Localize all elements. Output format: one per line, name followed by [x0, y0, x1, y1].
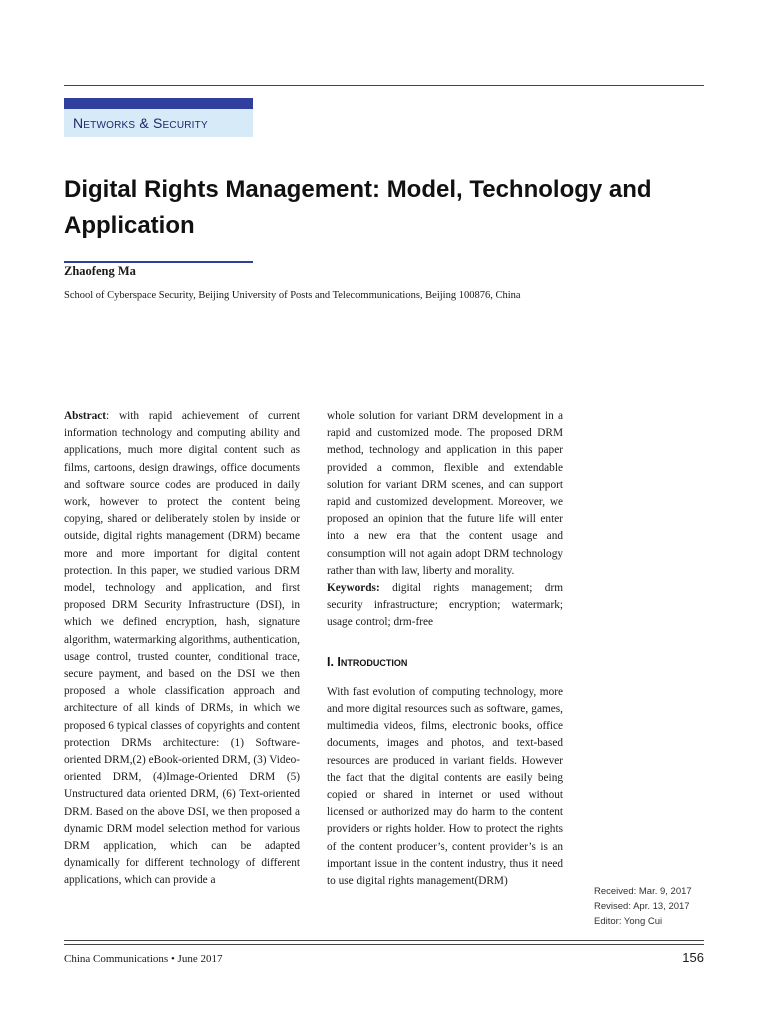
keywords-label: Keywords: — [327, 582, 380, 595]
footer-rule-bottom — [64, 944, 704, 945]
abstract-continued — [327, 408, 563, 580]
author-name: Zhaofeng Ma — [64, 264, 136, 278]
journal-footer: China Communications • June 2017 — [64, 953, 223, 965]
top-rule — [64, 85, 704, 86]
abstract-text-part2: whole solution for variant DRM development in a rapid and customized mode. The proposed DRM method, technology and application in this paper provided a common, flexible and extendable solution for variant DRM scenes, and can support rapid and customized development. Moreover, we proposed an opinion that the future life will enter into a new era that the content usage and consumption will not again adopt DRM technology rather than with law, liberty and morality. — [327, 410, 563, 577]
received-info — [594, 884, 714, 929]
abstract-text-part1: : with rapid achievement of current information technology and computing ability and applications, much more digital content such as films, cartoons, design drawings, office documents and software source codes are produced in daily work, however to protect the content being copying, shared or deliberately stolen by inside or outside, digital rights management (DRM) became more and more important for digital content protection. In this paper, we studied various DRM model, technology and application, and first proposed DRM Security Infrastructure (DSI), in which we defined encryption, hash, signature algorithm, watermarking algorithms, authentication, usage control, trusted counter, conditional trace, secure payment, and based on the DSI we then proposed a whole classification approach and architecture of all kinds of DRMs, in which we proposed 6 typical classes of copyrights and content protection DRMs architecture: (1) Software-oriented DRM,(2) eBook-oriented DRM, (3) Video-oriented DRM, (4)Image-Oriented DRM (5) Unstructured data oriented DRM, (6) Text-oriented DRM. Based on the above DSI, we then proposed a dynamic DRM model selection method for various DRM application, which can be adapted dynamically for different technology of different applications, which can provide a — [64, 410, 300, 887]
introduction-text: With fast evolution of computing technology, more and more digital resources such as software, games, multimedia videos, films, electronic books, office documents, images and photos, and text-based resources are produced in variant fields. However the fact that the digital contents are easily being copied or shared in internet or used without licensed or authorized may do harm to the content providers or rights holder. How to protect the rights of the content producer’s, content provider’s is an important issue in the content industry, thus it need to use digital rights management(DRM) — [327, 685, 563, 888]
abstract-label: Abstract — [64, 410, 107, 422]
section-tag-bar — [64, 98, 253, 109]
paper-title: Digital Rights Management: Model, Technology and Application — [64, 176, 652, 239]
section-heading-introduction: I. Introduction — [327, 654, 408, 669]
footer-rule-top — [64, 940, 704, 941]
editor-name: Editor: Yong Cui — [594, 916, 663, 927]
author-affiliation: School of Cyberspace Security, Beijing University of Posts and Telecommunications, Beijing 100876, China — [64, 290, 521, 301]
abstract — [64, 408, 300, 890]
page-number: 156 — [682, 950, 704, 965]
left-column — [64, 408, 300, 890]
section-tag — [64, 98, 253, 137]
section-tag-label: Networks & Security — [64, 109, 253, 137]
revised-date: Revised: Apr. 13, 2017 — [594, 901, 690, 912]
keywords — [327, 580, 563, 632]
received-date: Received: Mar. 9, 2017 — [594, 886, 692, 897]
keywords-text: digital rights management; drm security infrastructure; encryption; watermark; usage control; drm-free — [327, 582, 563, 629]
right-column — [327, 408, 563, 890]
